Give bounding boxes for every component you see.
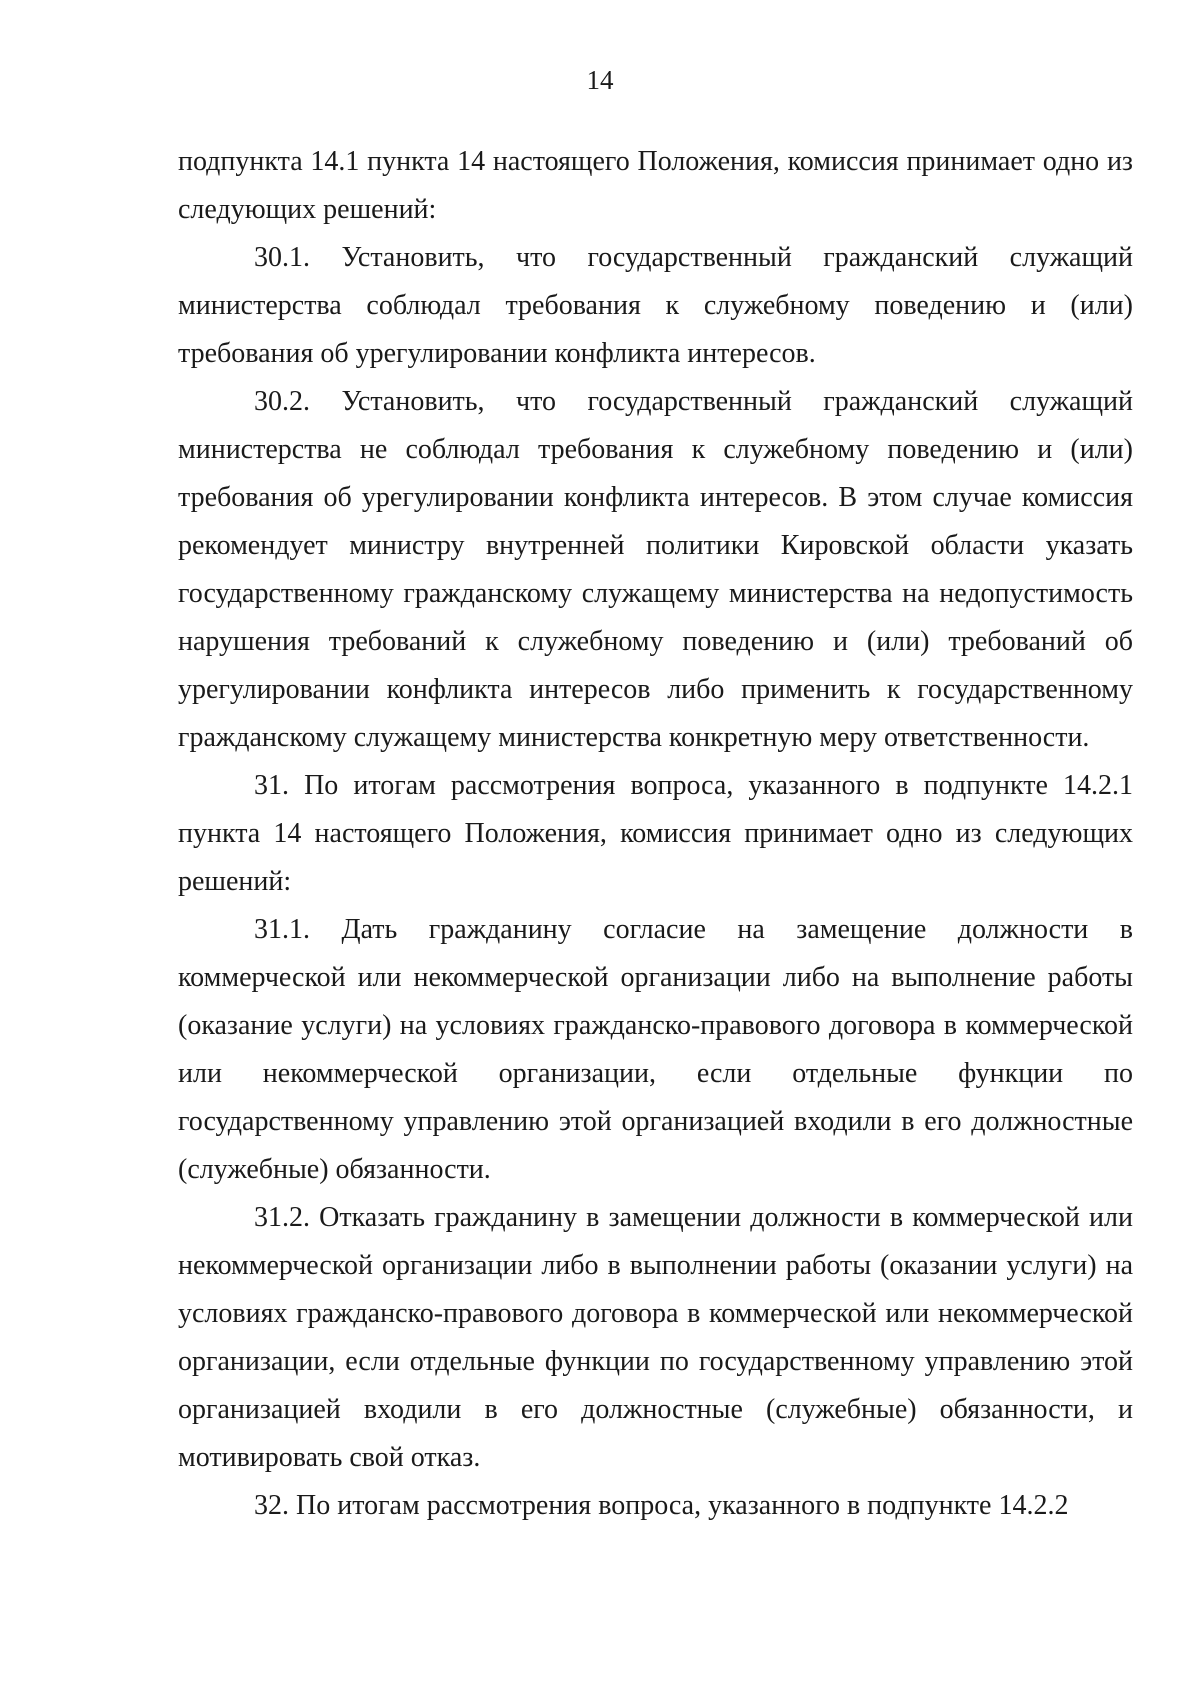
document-body — [178, 138, 1133, 1530]
paragraph-31: 31. По итогам рассмотрения вопроса, указанного в подпункте 14.2.1 пункта 14 настоящего Положения, комиссия принимает одно из следующих решений: — [178, 770, 1133, 897]
paragraph-32: 32. По итогам рассмотрения вопроса, указанного в подпункте 14.2.2 — [254, 1490, 1069, 1521]
paragraph-30-2: 30.2. Установить, что государственный гражданский служащий министерства не соблюдал требования к служебному поведению и (или) требования об урегулировании конфликта интересов. В этом случае комиссия рекомендует министру внутренней политики Кировской области указать государственному гражданскому служащему министерства на недопустимость нарушения требований к служебному поведению и (или) требований об урегулировании конфликта интересов либо применить к государственному гражданскому служащему министерства конкретную меру ответственности. — [178, 386, 1133, 753]
page-number: 14 — [586, 65, 614, 95]
paragraph-continuation: подпункта 14.1 пункта 14 настоящего Положения, комиссия принимает одно из следующих решений: — [178, 146, 1133, 225]
paragraph-31-2: 31.2. Отказать гражданину в замещении должности в коммерческой или некоммерческой организации либо в выполнении работы (оказании услуги) на условиях гражданско-правового договора в коммерческой или некоммерческой организации, если отдельные функции по государственному управлению этой организацией входили в его должностные (служебные) обязанности, и мотивировать свой отказ. — [178, 1202, 1133, 1473]
paragraph-31-1: 31.1. Дать гражданину согласие на замещение должности в коммерческой или некоммерческой организации либо на выполнение работы (оказание услуги) на условиях гражданско-правового договора в коммерческой или некоммерческой организации, если отдельные функции по государственному управлению этой организацией входили в его должностные (служебные) обязанности. — [178, 914, 1133, 1185]
paragraph-30-1: 30.1. Установить, что государственный гражданский служащий министерства соблюдал требования к служебному поведению и (или) требования об урегулировании конфликта интересов. — [178, 242, 1133, 369]
